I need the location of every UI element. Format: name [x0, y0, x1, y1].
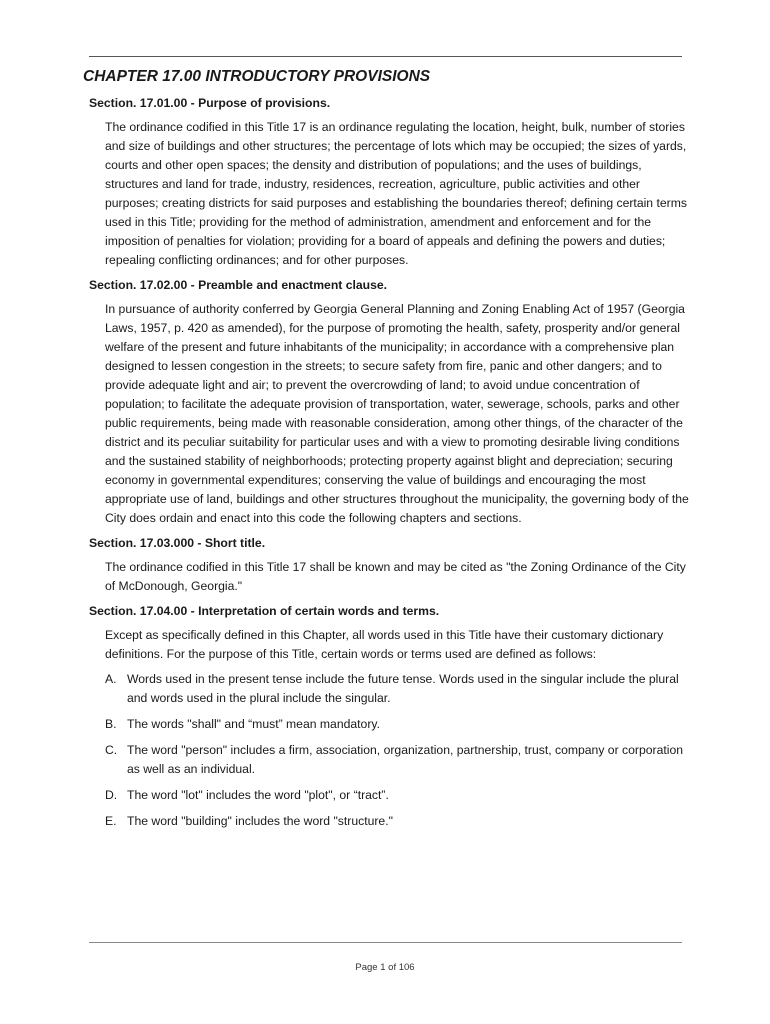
chapter-title: CHAPTER 17.00 INTRODUCTORY PROVISIONS	[83, 68, 431, 85]
list-item-text: The words "shall" and “must” mean mandatory.	[127, 717, 380, 731]
header-rule	[89, 56, 682, 57]
list-item-text: Words used in the present tense include the future tense. Words used in the singular include the plural and words used in the plural include the singular.	[127, 672, 679, 705]
list-item	[105, 741, 693, 779]
list-item	[105, 786, 693, 805]
page-number: Page 1 of 106	[355, 962, 415, 973]
list-item-letter: C.	[105, 743, 118, 757]
section-body-purpose: The ordinance codified in this Title 17 is an ordinance regulating the location, height, bulk, number of stories and size of buildings and other structures; the percentage of lots which may be occupied; the sizes of yards, courts and other open spaces; the density and distribution of populations; and the uses of buildings, structures and land for trade, industry, residences, recreation, agriculture, public activities and other purposes; creating districts for said purposes and establishing the boundaries thereof; defining certain terms used in this Title; providing for the method of administration, amendment and enforcement and for the imposition of penalties for violation; providing for a board of appeals and defining the powers and duties; repealing conflicting ordinances; and for other purposes.	[105, 120, 687, 267]
section-heading-preamble: Section. 17.02.00 - Preamble and enactment clause.	[89, 278, 388, 292]
page-content	[83, 66, 691, 838]
section-heading-short-title: Section. 17.03.000 - Short title.	[89, 536, 266, 550]
section-body-preamble: In pursuance of authority conferred by Georgia General Planning and Zoning Enabling Act of 1957 (Georgia Laws, 1957, p. 420 as amended), for the purpose of promoting the health, safety, prosperity and/or general welfare of the present and future inhabitants of the municipality; in accordance with a comprehensive plan designed to lessen congestion in the streets; to secure safety from fire, panic and other dangers; and to provide adequate light and air; to prevent the overcrowding of land; to avoid undue concentration of population; to facilitate the adequate provision of transportation, water, sewerage, schools, parks and other public requirements, being made with reasonable consideration, among other things, of the character of the district and its peculiar suitability for particular uses and with a view to promoting desirable living conditions and the sustained stability of neighborhoods; protecting property against blight and depreciation; securing economy in governmental expenditures; conserving the value of buildings and encouraging the most appropriate use of land, buildings and other structures throughout the municipality, the governing body of the City does ordain and enact into this code the following chapters and sections.	[105, 302, 689, 525]
definitions-list	[105, 670, 693, 831]
list-item-text: The word "building" includes the word "structure."	[127, 814, 393, 828]
section-body-interpretation: Except as specifically defined in this Chapter, all words used in this Title have their customary dictionary definitions. For the purpose of this Title, certain words or terms used are defined as follows:	[105, 628, 664, 661]
list-item-text: The word "person" includes a firm, association, organization, partnership, trust, company or corporation as well as an individual.	[127, 743, 684, 776]
section-heading-interpretation: Section. 17.04.00 - Interpretation of certain words and terms.	[89, 604, 440, 618]
footer-rule	[89, 942, 682, 943]
section-heading-purpose: Section. 17.01.00 - Purpose of provisions.	[89, 96, 331, 110]
section-body-short-title: The ordinance codified in this Title 17 shall be known and may be cited as "the Zoning Ordinance of the City of McDonough, Georgia."	[105, 560, 686, 593]
list-item-text: The word "lot" includes the word "plot", or “tract”.	[127, 788, 389, 802]
list-item-letter: E.	[105, 814, 117, 828]
list-item-letter: A.	[105, 672, 117, 686]
list-item	[105, 812, 693, 831]
list-item	[105, 670, 693, 708]
list-item-letter: D.	[105, 788, 118, 802]
list-item	[105, 715, 693, 734]
list-item-letter: B.	[105, 717, 117, 731]
